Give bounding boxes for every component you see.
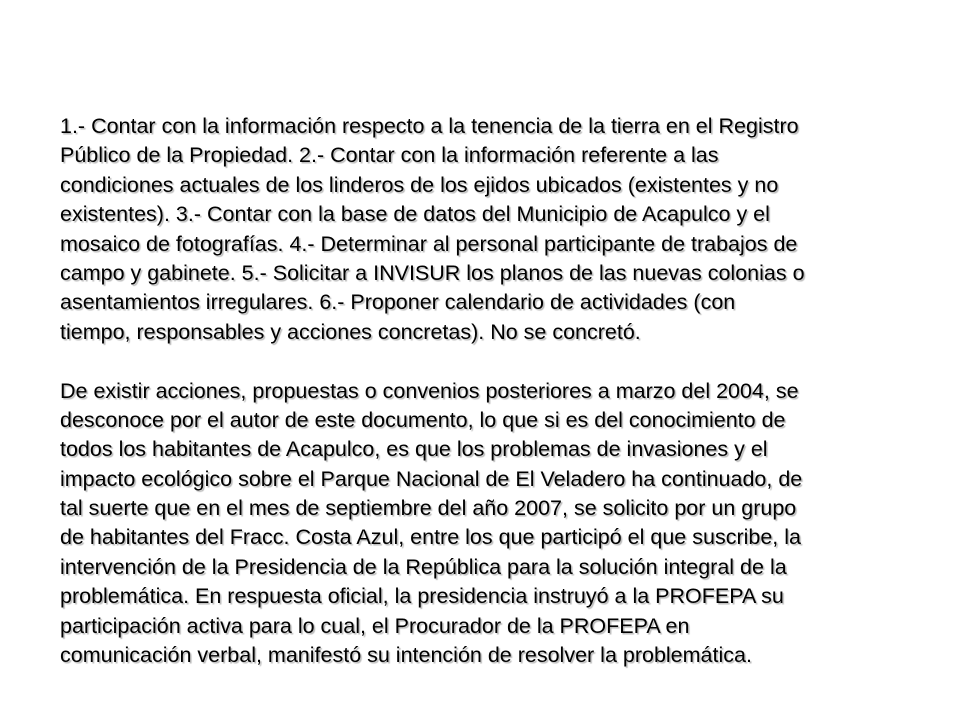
text-line: condiciones actuales de los linderos de los ejidos ubicados (existentes y no [60,172,779,197]
text-line: comunicación verbal, manifestó su intención de resolver la problemática. [60,643,752,668]
text-line: asentamientos irregulares. 6.- Proponer calendario de actividades (con [60,290,736,315]
text-line: de habitantes del Fracc. Costa Azul, entre los que participó el que suscribe, la [60,525,801,550]
text-line: tal suerte que en el mes de septiembre del año 2007, se solicito por un grupo [60,496,797,521]
text-line: campo y gabinete. 5.- Solicitar a INVISUR los planos de las nuevas colonias o [60,260,805,285]
text-line: De existir acciones, propuestas o convenios posteriores a marzo del 2004, se [60,378,799,403]
text-line: todos los habitantes de Acapulco, es que los problemas de invasiones y el [60,437,768,462]
paragraph-spacer [60,347,905,376]
text-line: existentes). 3.- Contar con la base de datos del Municipio de Acapulco y el [60,202,770,227]
text-line: Público de la Propiedad. 2.- Contar con la información referente a las [60,143,719,168]
text-line: participación activa para lo cual, el Procurador de la PROFEPA en [60,613,690,638]
paragraph-follow-up [60,377,905,671]
paragraph-action-list [60,112,905,347]
text-line: mosaico de fotografías. 4.- Determinar al personal participante de trabajos de [60,231,798,256]
text-line: intervención de la Presidencia de la República para la solución integral de la [60,554,787,579]
text-line: impacto ecológico sobre el Parque Nacional de El Veladero ha continuado, de [60,466,803,491]
text-line: problemática. En respuesta oficial, la presidencia instruyó a la PROFEPA su [60,584,784,609]
text-line: 1.- Contar con la información respecto a la tenencia de la tierra en el Registro [60,114,799,138]
text-line: tiempo, responsables y acciones concretas). No se concretó. [60,319,641,344]
text-line: desconoce por el autor de este documento, lo que si es del conocimiento de [60,407,786,432]
body-text [60,112,905,670]
